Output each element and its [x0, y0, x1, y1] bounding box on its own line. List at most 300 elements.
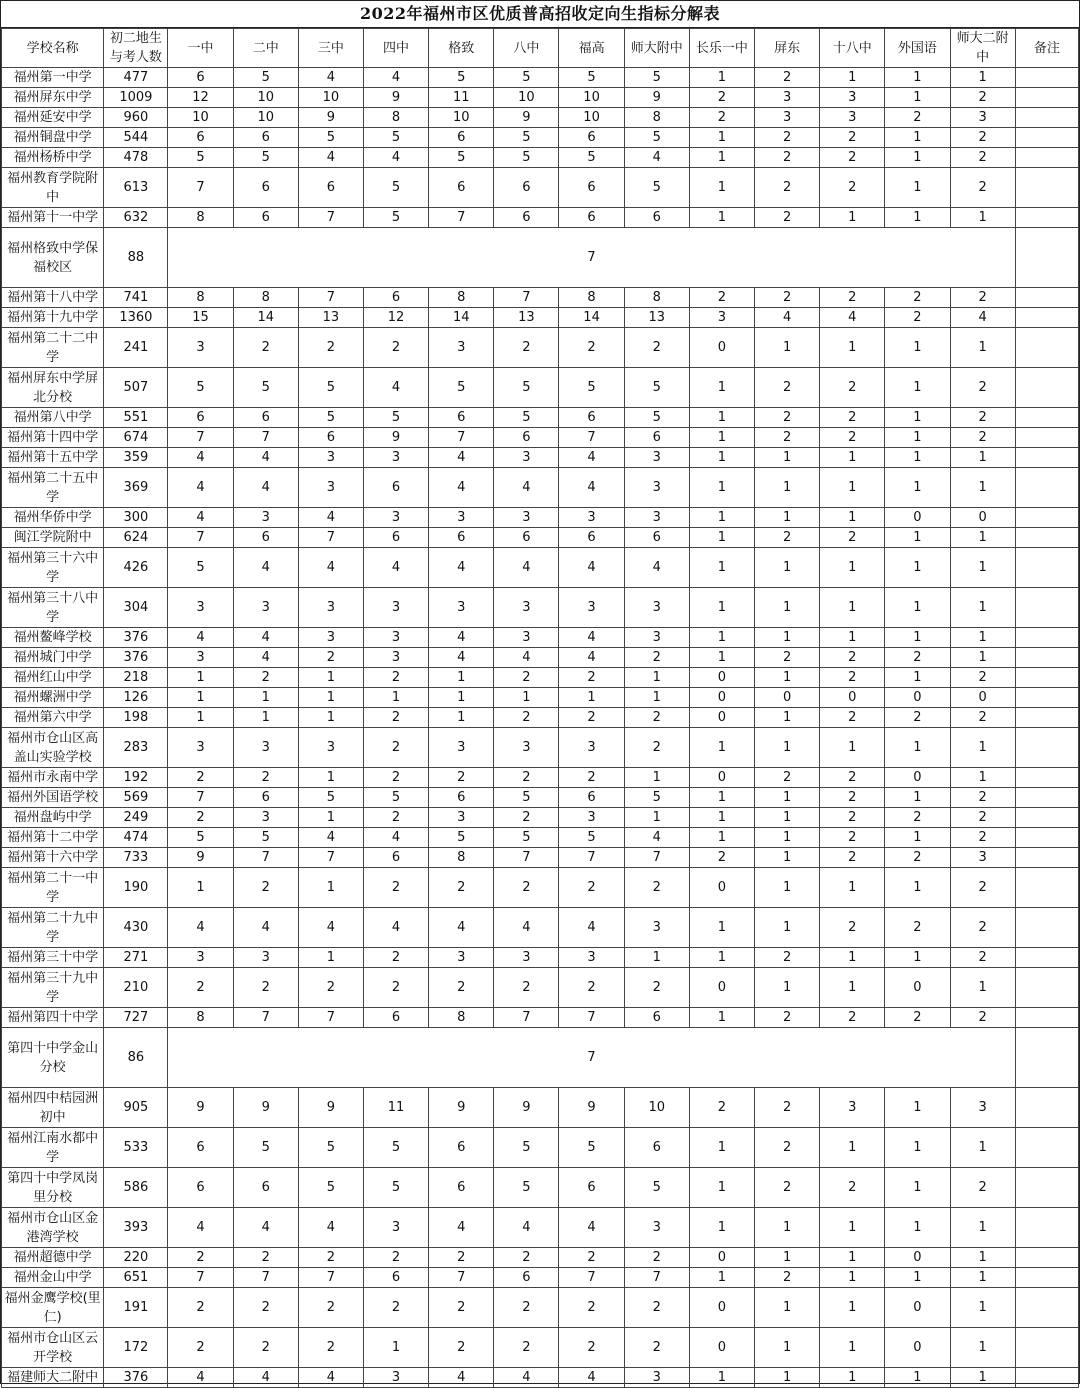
remark-cell [1015, 588, 1078, 628]
quota-table [1, 28, 1079, 1388]
column-header: 屏东 [755, 29, 820, 68]
quota-cell: 2 [429, 1288, 494, 1328]
quota-cell: 2 [820, 428, 885, 448]
quota-cell: 1 [885, 948, 950, 968]
quota-cell: 2 [298, 1288, 363, 1328]
quota-cell: 1 [885, 668, 950, 688]
quota-cell: 4 [298, 1208, 363, 1248]
quota-cell: 3 [755, 108, 820, 128]
quota-cell: 5 [624, 1168, 689, 1208]
quota-cell: 1 [168, 668, 233, 688]
quota-cell: 1 [950, 328, 1015, 368]
quota-cell: 5 [494, 148, 559, 168]
quota-cell: 3 [624, 588, 689, 628]
quota-cell: 1 [885, 548, 950, 588]
remark-cell [1015, 1128, 1078, 1168]
quota-cell: 14 [559, 308, 624, 328]
student-count-cell: 960 [104, 108, 168, 128]
quota-cell: 6 [559, 168, 624, 208]
quota-cell: 7 [559, 1008, 624, 1028]
table-row [2, 168, 1079, 208]
remark-cell [1015, 308, 1078, 328]
quota-cell: 1 [689, 728, 754, 768]
quota-cell: 2 [429, 768, 494, 788]
quota-cell: 6 [494, 208, 559, 228]
quota-cell: 2 [363, 948, 428, 968]
quota-cell: 1 [885, 528, 950, 548]
quota-cell: 4 [494, 1368, 559, 1388]
quota-cell: 5 [624, 788, 689, 808]
student-count-cell: 426 [104, 548, 168, 588]
quota-cell: 2 [168, 808, 233, 828]
quota-cell: 2 [233, 1288, 298, 1328]
quota-cell: 9 [233, 1088, 298, 1128]
remark-cell [1015, 548, 1078, 588]
quota-cell: 2 [168, 968, 233, 1008]
quota-cell: 2 [950, 948, 1015, 968]
quota-cell: 2 [689, 108, 754, 128]
quota-cell: 6 [559, 408, 624, 428]
quota-cell: 5 [494, 1128, 559, 1168]
quota-cell: 9 [168, 848, 233, 868]
quota-cell: 4 [559, 468, 624, 508]
quota-cell: 4 [820, 308, 885, 328]
school-name-cell: 福州外国语学校 [2, 788, 104, 808]
quota-cell: 3 [298, 468, 363, 508]
quota-cell: 2 [820, 528, 885, 548]
quota-cell: 4 [559, 648, 624, 668]
quota-cell: 3 [233, 508, 298, 528]
remark-cell [1015, 1268, 1078, 1288]
quota-cell: 3 [624, 908, 689, 948]
remark-cell [1015, 508, 1078, 528]
quota-cell: 2 [429, 1248, 494, 1268]
quota-cell: 2 [559, 968, 624, 1008]
quota-cell: 2 [885, 848, 950, 868]
quota-cell: 2 [689, 848, 754, 868]
quota-cell: 7 [233, 1268, 298, 1288]
quota-cell: 1 [755, 708, 820, 728]
quota-cell: 2 [494, 668, 559, 688]
quota-cell: 1 [689, 628, 754, 648]
quota-cell: 2 [755, 148, 820, 168]
quota-cell: 5 [494, 68, 559, 88]
quota-cell: 0 [885, 1288, 950, 1328]
quota-cell: 5 [559, 68, 624, 88]
quota-cell: 1 [689, 368, 754, 408]
quota-cell: 1 [755, 588, 820, 628]
quota-cell: 9 [494, 1088, 559, 1128]
remark-cell [1015, 628, 1078, 648]
quota-cell: 6 [559, 788, 624, 808]
quota-cell: 1 [689, 468, 754, 508]
quota-cell: 5 [363, 128, 428, 148]
quota-cell: 4 [363, 828, 428, 848]
quota-cell: 4 [168, 468, 233, 508]
quota-cell: 10 [559, 108, 624, 128]
quota-cell: 8 [233, 288, 298, 308]
quota-cell: 0 [885, 1328, 950, 1368]
quota-cell: 1 [429, 668, 494, 688]
quota-cell: 1 [755, 908, 820, 948]
quota-cell: 1 [820, 1128, 885, 1168]
quota-cell: 1 [885, 588, 950, 628]
quota-cell: 2 [755, 1088, 820, 1128]
table-row [2, 548, 1079, 588]
school-name-cell: 福州市永南中学 [2, 768, 104, 788]
quota-cell: 1 [885, 408, 950, 428]
quota-cell: 5 [624, 68, 689, 88]
quota-cell: 1 [950, 468, 1015, 508]
quota-cell: 1 [689, 1208, 754, 1248]
quota-cell: 5 [494, 128, 559, 148]
quota-cell: 1 [755, 328, 820, 368]
column-header: 八中 [494, 29, 559, 68]
quota-cell: 2 [950, 788, 1015, 808]
column-header: 二中 [233, 29, 298, 68]
quota-cell: 3 [429, 588, 494, 628]
quota-cell: 0 [885, 768, 950, 788]
quota-cell: 7 [298, 528, 363, 548]
quota-cell: 1 [689, 548, 754, 588]
quota-cell: 6 [363, 528, 428, 548]
quota-cell: 4 [233, 1368, 298, 1388]
quota-cell: 10 [298, 88, 363, 108]
quota-cell: 4 [233, 648, 298, 668]
remark-cell [1015, 368, 1078, 408]
column-header: 师大二附中 [950, 29, 1015, 68]
quota-cell: 0 [885, 688, 950, 708]
student-count-cell: 430 [104, 908, 168, 948]
table-row [2, 208, 1079, 228]
quota-cell: 7 [298, 1268, 363, 1288]
quota-cell: 11 [429, 88, 494, 108]
quota-cell: 2 [233, 1328, 298, 1368]
quota-cell: 4 [624, 548, 689, 588]
quota-cell: 2 [820, 408, 885, 428]
quota-cell: 3 [298, 588, 363, 628]
remark-cell [1015, 468, 1078, 508]
quota-cell: 5 [168, 368, 233, 408]
remark-cell [1015, 668, 1078, 688]
quota-cell: 4 [494, 548, 559, 588]
quota-cell: 3 [494, 628, 559, 648]
remark-cell [1015, 528, 1078, 548]
quota-cell: 3 [950, 1088, 1015, 1128]
quota-cell: 1 [689, 788, 754, 808]
quota-cell: 1 [820, 1248, 885, 1268]
quota-cell: 1 [689, 168, 754, 208]
quota-cell: 2 [950, 148, 1015, 168]
quota-cell: 2 [624, 868, 689, 908]
quota-cell: 1 [820, 628, 885, 648]
quota-cell: 4 [494, 468, 559, 508]
quota-cell: 2 [494, 328, 559, 368]
remark-cell [1015, 768, 1078, 788]
school-name-cell: 福州市仓山区云开学校 [2, 1328, 104, 1368]
quota-cell: 1 [689, 1368, 754, 1388]
quota-cell: 8 [624, 108, 689, 128]
remark-cell [1015, 428, 1078, 448]
quota-cell: 4 [298, 1368, 363, 1388]
quota-cell: 6 [233, 408, 298, 428]
quota-cell: 6 [429, 128, 494, 148]
quota-cell: 3 [755, 88, 820, 108]
quota-cell: 1 [885, 68, 950, 88]
quota-cell: 8 [168, 1008, 233, 1028]
quota-cell: 6 [494, 428, 559, 448]
quota-cell: 3 [429, 508, 494, 528]
quota-cell: 2 [168, 1288, 233, 1328]
quota-cell: 9 [168, 1088, 233, 1128]
quota-cell: 0 [950, 508, 1015, 528]
quota-cell: 10 [168, 108, 233, 128]
quota-cell: 3 [624, 1208, 689, 1248]
column-header: 十八中 [820, 29, 885, 68]
quota-cell: 5 [559, 1128, 624, 1168]
quota-cell: 4 [559, 1368, 624, 1388]
quota-cell: 5 [363, 408, 428, 428]
remark-cell [1015, 868, 1078, 908]
remark-cell [1015, 648, 1078, 668]
quota-cell: 1 [624, 768, 689, 788]
quota-cell: 8 [429, 288, 494, 308]
quota-cell: 5 [233, 1128, 298, 1168]
quota-cell: 1 [820, 968, 885, 1008]
quota-cell: 6 [168, 68, 233, 88]
table-row [2, 688, 1079, 708]
quota-cell: 0 [755, 688, 820, 708]
quota-cell: 3 [820, 1088, 885, 1128]
table-row [2, 1168, 1079, 1208]
student-count-cell: 190 [104, 868, 168, 908]
quota-cell: 3 [559, 728, 624, 768]
quota-cell: 13 [298, 308, 363, 328]
column-header: 格致 [429, 29, 494, 68]
quota-cell: 1 [689, 208, 754, 228]
quota-cell: 1 [624, 688, 689, 708]
quota-cell: 2 [820, 668, 885, 688]
quota-cell: 4 [168, 1368, 233, 1388]
quota-cell: 5 [624, 368, 689, 408]
quota-cell: 5 [233, 368, 298, 408]
school-name-cell: 福州市仓山区高盖山实验学校 [2, 728, 104, 768]
quota-cell: 7 [168, 1268, 233, 1288]
quota-cell: 7 [233, 1008, 298, 1028]
quota-cell: 1 [820, 1208, 885, 1248]
quota-cell: 3 [559, 948, 624, 968]
quota-cell: 1 [950, 588, 1015, 628]
quota-cell: 5 [559, 368, 624, 408]
school-name-cell: 福州第十六中学 [2, 848, 104, 868]
quota-cell: 2 [755, 1128, 820, 1168]
quota-cell: 5 [494, 408, 559, 428]
school-name-cell: 福州城门中学 [2, 648, 104, 668]
quota-cell: 3 [559, 808, 624, 828]
quota-cell: 1 [950, 968, 1015, 1008]
quota-cell: 4 [429, 908, 494, 948]
student-count-cell: 674 [104, 428, 168, 448]
quota-cell: 1 [298, 808, 363, 828]
school-name-cell: 第四十中学金山分校 [2, 1028, 104, 1088]
quota-cell: 6 [233, 528, 298, 548]
quota-cell: 3 [429, 808, 494, 828]
quota-cell: 5 [363, 788, 428, 808]
quota-cell: 8 [559, 288, 624, 308]
quota-cell: 10 [233, 88, 298, 108]
table-row [2, 308, 1079, 328]
school-name-cell: 福州四中桔园洲初中 [2, 1088, 104, 1128]
quota-cell: 2 [494, 868, 559, 908]
quota-cell: 0 [885, 968, 950, 1008]
quota-cell: 1 [885, 728, 950, 768]
quota-cell: 2 [755, 1168, 820, 1208]
student-count-cell: 218 [104, 668, 168, 688]
quota-cell: 6 [168, 128, 233, 148]
quota-cell: 7 [624, 848, 689, 868]
quota-cell: 4 [168, 628, 233, 648]
quota-cell: 9 [298, 108, 363, 128]
quota-cell: 1 [689, 828, 754, 848]
quota-cell: 1 [885, 88, 950, 108]
quota-cell: 6 [363, 468, 428, 508]
student-count-cell: 271 [104, 948, 168, 968]
quota-cell: 2 [950, 408, 1015, 428]
quota-cell: 5 [559, 828, 624, 848]
quota-cell: 3 [494, 728, 559, 768]
quota-cell: 1 [950, 448, 1015, 468]
quota-cell: 7 [168, 788, 233, 808]
quota-cell: 2 [494, 708, 559, 728]
quota-cell: 1 [820, 868, 885, 908]
quota-cell: 4 [429, 1368, 494, 1388]
quota-cell: 1 [755, 828, 820, 848]
table-row [2, 288, 1079, 308]
table-row [2, 1008, 1079, 1028]
quota-cell: 5 [624, 408, 689, 428]
quota-cell: 1 [820, 1328, 885, 1368]
quota-cell: 2 [559, 1328, 624, 1368]
remark-cell [1015, 728, 1078, 768]
quota-cell: 2 [820, 1168, 885, 1208]
quota-cell: 1 [689, 68, 754, 88]
table-row [2, 1368, 1079, 1388]
quota-cell: 2 [624, 1328, 689, 1368]
quota-cell: 2 [885, 708, 950, 728]
quota-cell: 1 [885, 628, 950, 648]
quota-cell: 1 [755, 668, 820, 688]
quota-cell: 2 [820, 288, 885, 308]
quota-cell: 1 [755, 848, 820, 868]
quota-cell: 2 [429, 868, 494, 908]
quota-cell: 5 [233, 68, 298, 88]
quota-cell: 1 [885, 1208, 950, 1248]
quota-cell: 9 [494, 108, 559, 128]
quota-cell: 2 [950, 1008, 1015, 1028]
school-name-cell: 福州延安中学 [2, 108, 104, 128]
table-row [2, 908, 1079, 948]
quota-cell: 1 [885, 368, 950, 408]
quota-cell: 2 [950, 868, 1015, 908]
quota-cell: 4 [624, 828, 689, 848]
quota-cell: 4 [363, 368, 428, 408]
quota-cell: 6 [233, 168, 298, 208]
quota-cell: 2 [820, 808, 885, 828]
remark-cell [1015, 1008, 1078, 1028]
quota-cell: 6 [624, 1008, 689, 1028]
quota-cell: 6 [429, 788, 494, 808]
quota-cell: 2 [755, 128, 820, 148]
quota-cell: 1 [298, 948, 363, 968]
quota-cell: 4 [168, 908, 233, 948]
quota-cell: 1 [820, 1288, 885, 1328]
column-header: 初二地生与考人数 [104, 29, 168, 68]
table-row [2, 708, 1079, 728]
quota-cell: 3 [233, 588, 298, 628]
quota-cell: 3 [363, 448, 428, 468]
quota-cell: 1 [755, 1288, 820, 1328]
column-header: 学校名称 [2, 29, 104, 68]
quota-cell: 5 [429, 148, 494, 168]
quota-cell: 8 [429, 848, 494, 868]
quota-cell: 1 [950, 1208, 1015, 1248]
quota-cell: 2 [755, 768, 820, 788]
remark-cell [1015, 1028, 1078, 1088]
quota-cell: 4 [429, 648, 494, 668]
quota-cell: 1 [820, 548, 885, 588]
quota-cell: 4 [298, 908, 363, 948]
student-count-cell: 741 [104, 288, 168, 308]
quota-cell: 1 [363, 1328, 428, 1368]
quota-cell: 2 [233, 328, 298, 368]
quota-cell: 4 [559, 1208, 624, 1248]
quota-cell: 2 [624, 648, 689, 668]
quota-cell: 2 [950, 168, 1015, 208]
school-name-cell: 福州第六中学 [2, 708, 104, 728]
quota-cell: 2 [494, 768, 559, 788]
column-header: 长乐一中 [689, 29, 754, 68]
quota-cell: 6 [363, 288, 428, 308]
school-name-cell: 福州杨桥中学 [2, 148, 104, 168]
quota-cell: 2 [559, 868, 624, 908]
quota-cell: 2 [755, 528, 820, 548]
quota-cell: 2 [233, 1248, 298, 1268]
quota-cell: 2 [363, 728, 428, 768]
school-name-cell: 福州屏东中学屏北分校 [2, 368, 104, 408]
table-row [2, 1088, 1079, 1128]
quota-cell: 1 [755, 548, 820, 588]
quota-cell: 2 [820, 828, 885, 848]
quota-cell: 5 [624, 168, 689, 208]
quota-cell: 1 [820, 1268, 885, 1288]
student-count-cell: 88 [104, 228, 168, 288]
quota-cell: 0 [689, 868, 754, 908]
quota-cell: 1 [950, 528, 1015, 548]
quota-cell: 2 [168, 768, 233, 788]
table-row [2, 368, 1079, 408]
quota-cell: 6 [429, 168, 494, 208]
quota-cell: 1 [885, 1368, 950, 1388]
quota-cell: 4 [298, 68, 363, 88]
quota-cell: 2 [429, 1328, 494, 1368]
quota-cell: 2 [885, 108, 950, 128]
table-row [2, 1248, 1079, 1268]
quota-cell: 2 [429, 968, 494, 1008]
student-count-cell: 393 [104, 1208, 168, 1248]
quota-cell: 9 [559, 1088, 624, 1128]
quota-cell: 6 [363, 848, 428, 868]
quota-cell: 2 [363, 708, 428, 728]
